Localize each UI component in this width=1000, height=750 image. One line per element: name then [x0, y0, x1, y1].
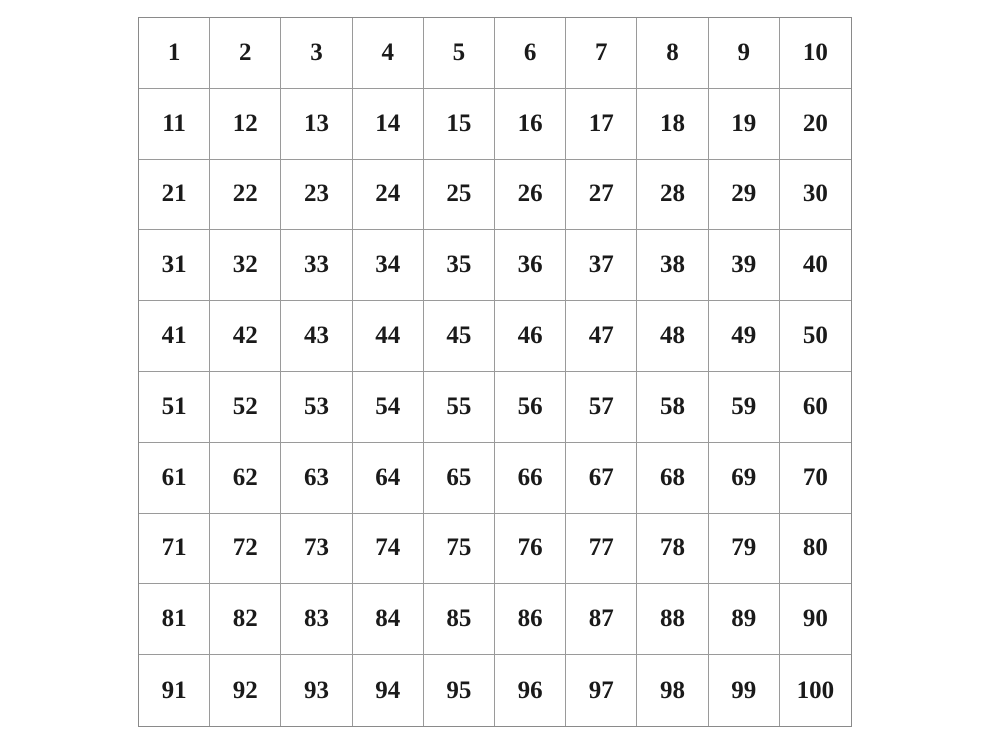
number-cell: 81	[139, 584, 210, 655]
number-cell: 80	[780, 514, 851, 585]
number-cell: 66	[495, 443, 566, 514]
number-cell: 44	[353, 301, 424, 372]
number-cell: 18	[637, 89, 708, 160]
number-cell: 43	[281, 301, 352, 372]
number-cell: 30	[780, 160, 851, 231]
number-cell: 12	[210, 89, 281, 160]
number-cell: 26	[495, 160, 566, 231]
number-cell: 24	[353, 160, 424, 231]
number-cell: 13	[281, 89, 352, 160]
number-cell: 16	[495, 89, 566, 160]
number-cell: 4	[353, 18, 424, 89]
number-cell: 98	[637, 655, 708, 726]
number-cell: 28	[637, 160, 708, 231]
number-cell: 94	[353, 655, 424, 726]
number-cell: 68	[637, 443, 708, 514]
number-cell: 77	[566, 514, 637, 585]
number-cell: 93	[281, 655, 352, 726]
number-cell: 97	[566, 655, 637, 726]
number-cell: 69	[709, 443, 780, 514]
number-cell: 90	[780, 584, 851, 655]
number-cell: 50	[780, 301, 851, 372]
number-cell: 42	[210, 301, 281, 372]
number-cell: 75	[424, 514, 495, 585]
number-cell: 36	[495, 230, 566, 301]
number-cell: 34	[353, 230, 424, 301]
number-cell: 89	[709, 584, 780, 655]
number-cell: 19	[709, 89, 780, 160]
number-cell: 9	[709, 18, 780, 89]
number-cell: 14	[353, 89, 424, 160]
number-cell: 57	[566, 372, 637, 443]
number-cell: 59	[709, 372, 780, 443]
number-cell: 58	[637, 372, 708, 443]
number-cell: 8	[637, 18, 708, 89]
number-cell: 39	[709, 230, 780, 301]
number-cell: 45	[424, 301, 495, 372]
number-cell: 32	[210, 230, 281, 301]
number-cell: 87	[566, 584, 637, 655]
number-cell: 82	[210, 584, 281, 655]
number-cell: 5	[424, 18, 495, 89]
number-cell: 99	[709, 655, 780, 726]
number-cell: 95	[424, 655, 495, 726]
number-cell: 62	[210, 443, 281, 514]
number-cell: 85	[424, 584, 495, 655]
number-cell: 35	[424, 230, 495, 301]
number-cell: 31	[139, 230, 210, 301]
number-cell: 15	[424, 89, 495, 160]
number-cell: 54	[353, 372, 424, 443]
number-cell: 3	[281, 18, 352, 89]
number-cell: 6	[495, 18, 566, 89]
number-cell: 33	[281, 230, 352, 301]
number-cell: 40	[780, 230, 851, 301]
number-cell: 37	[566, 230, 637, 301]
number-cell: 83	[281, 584, 352, 655]
number-cell: 61	[139, 443, 210, 514]
number-cell: 22	[210, 160, 281, 231]
number-cell: 27	[566, 160, 637, 231]
number-cell: 49	[709, 301, 780, 372]
number-cell: 56	[495, 372, 566, 443]
number-cell: 25	[424, 160, 495, 231]
number-cell: 76	[495, 514, 566, 585]
number-cell: 29	[709, 160, 780, 231]
number-cell: 79	[709, 514, 780, 585]
number-cell: 63	[281, 443, 352, 514]
number-cell: 38	[637, 230, 708, 301]
number-cell: 71	[139, 514, 210, 585]
number-cell: 17	[566, 89, 637, 160]
number-cell: 48	[637, 301, 708, 372]
number-cell: 92	[210, 655, 281, 726]
number-cell: 46	[495, 301, 566, 372]
number-cell: 21	[139, 160, 210, 231]
number-cell: 47	[566, 301, 637, 372]
number-cell: 1	[139, 18, 210, 89]
number-cell: 100	[796, 676, 835, 704]
number-cell: 64	[353, 443, 424, 514]
number-cell: 73	[281, 514, 352, 585]
number-cell: 91	[139, 655, 210, 726]
number-cell: 51	[139, 372, 210, 443]
number-cell: 88	[637, 584, 708, 655]
number-cell: 86	[495, 584, 566, 655]
number-cell: 20	[780, 89, 851, 160]
number-cell: 70	[780, 443, 851, 514]
number-cell: 55	[424, 372, 495, 443]
number-cell: 7	[566, 18, 637, 89]
number-cell: 96	[495, 655, 566, 726]
hundred-chart-grid	[138, 17, 852, 727]
number-cell: 53	[281, 372, 352, 443]
number-cell: 72	[210, 514, 281, 585]
number-cell: 41	[139, 301, 210, 372]
number-cell: 74	[353, 514, 424, 585]
number-cell: 65	[424, 443, 495, 514]
number-cell: 2	[210, 18, 281, 89]
number-cell: 52	[210, 372, 281, 443]
number-cell: 67	[566, 443, 637, 514]
number-cell: 23	[281, 160, 352, 231]
number-cell: 60	[780, 372, 851, 443]
number-cell: 78	[637, 514, 708, 585]
number-cell: 10	[780, 18, 851, 89]
number-cell: 84	[353, 584, 424, 655]
number-cell: 11	[139, 89, 210, 160]
